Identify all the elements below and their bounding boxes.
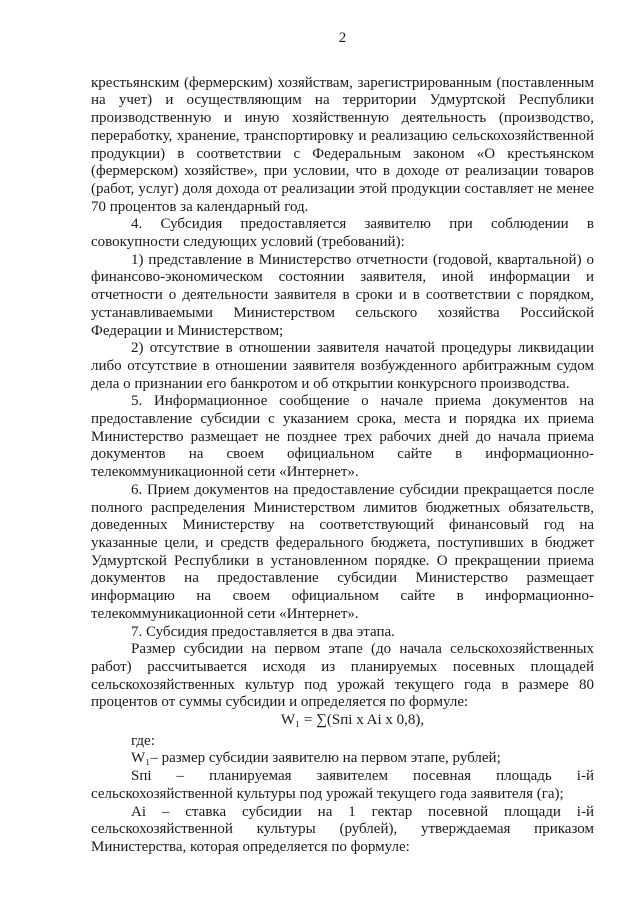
paragraph-condition-2: 2) отсутствие в отношении заявителя начатой процедуры ликвидации либо отсутствие в отношении заявителя возбужденного арбитражным судом дела о признании его банкротом и об открытии конкурсного производства. [91, 340, 594, 392]
document-page [91, 30, 594, 857]
paragraph-first-stage: Размер субсидии на первом этапе (до начала сельскохозяйственных работ) рассчитывается исходя из планируемых посевных площадей сельскохозяйственных культур под урожай текущего года в размере 80 процентов от суммы субсидии и определяется по формуле: [91, 641, 594, 711]
paragraph-item-6: 6. Прием документов на предоставление субсидии прекращается после полного распределения Министерством лимитов бюджетных обязательств, доведенных Министерству на соответствующий финансовый год на указанные цели, и средств федерального бюджета, поступивших в бюджет Удмуртской Республики в установленном порядке. О прекращении приема документов на предоставление субсидии Министерство размещает информацию на своем официальном сайте в информационно-телекоммуникационной сети «Интернет». [91, 481, 594, 622]
where-label: где: [131, 732, 155, 749]
definition-w1: W₁– размер субсидии заявителю на первом этапе, рублей; [131, 750, 501, 767]
paragraph-item-5: 5. Информационное сообщение о начале приема документов на предоставление субсидии с указанием срока, места и порядка их приема Министерство размещает не позднее трех рабочих дней до начала приема документов на своем официальном сайте в информационно-телекоммуникационной сети «Интернет». [91, 393, 594, 481]
page-number: 2 [338, 30, 347, 46]
paragraph-item-4: 4. Субсидия предоставляется заявителю при соблюдении в совокупности следующих условий (требований): [91, 216, 594, 251]
formula: W₁ = ∑(Sпi x Ai x 0,8), [280, 712, 425, 729]
paragraph-condition-1: 1) представление в Министерство отчетности (годовой, квартальной) о финансово-экономическом состоянии заявителя, иной информации и отчетности о деятельности заявителя в сроки и в соответствии с порядком, устанавливаемыми Министерством сельского хозяйства Российской Федерации и Министерством; [91, 251, 594, 339]
paragraph-item-7: 7. Субсидия предоставляется в два этапа. [131, 623, 395, 640]
definition-spi: Sпi – планируемая заявителем посевная площадь i-й сельскохозяйственной культуры под урожай текущего года заявителя (га); [91, 768, 594, 802]
definition-ai: Ai – ставка субсидии на 1 гектар посевной площади i-й сельскохозяйственной культуры (рублей), утверждаемая приказом Министерства, которая определяется по формуле: [91, 803, 594, 855]
paragraph-continuation: крестьянским (фермерским) хозяйствам, зарегистрированным (поставленным на учет) и осуществляющим на территории Удмуртской Республики производственную и иную хозяйственную деятельность (производство, переработку, хранение, транспортировку и реализацию сельскохозяйственной продукции) в соответствии с Федеральным законом «О крестьянском (фермерском) хозяйстве», при условии, что в доходе от реализации товаров (работ, услуг) доля дохода от реализации этой продукции составляет не менее 70 процентов за календарный год. [91, 74, 594, 215]
